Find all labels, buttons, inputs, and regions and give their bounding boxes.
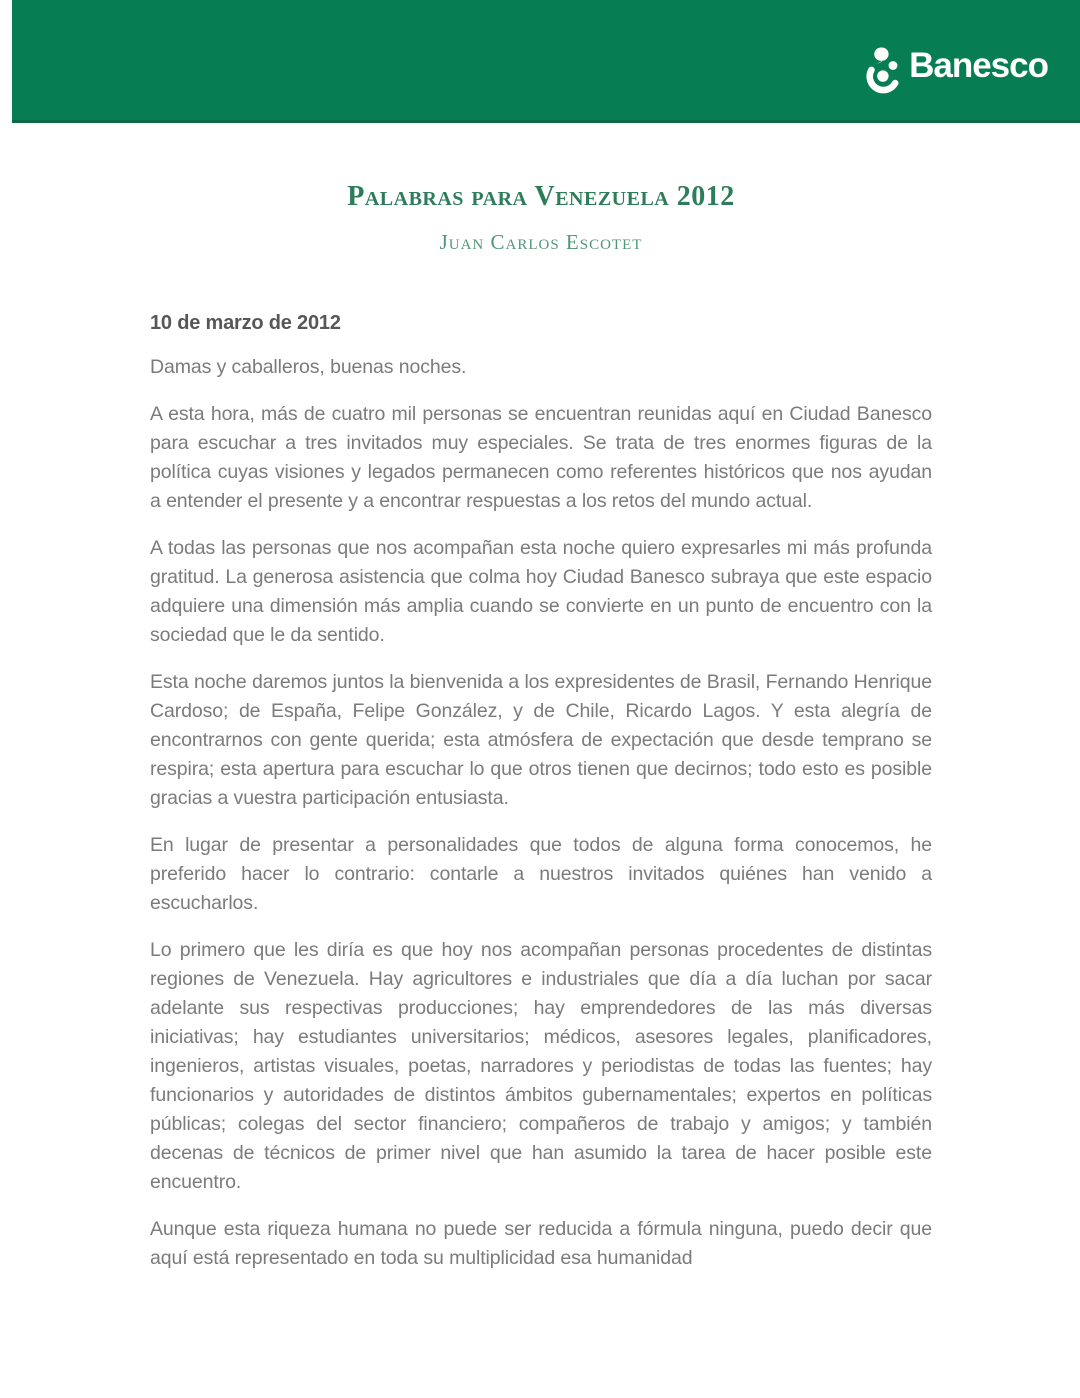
paragraph-2: A todas las personas que nos acompañan esta noche quiero expresarles mi más profunda gratitud. La generosa asistencia que colma hoy Ciudad Banesco subraya que este espacio adquiere una dimensión más amplia cuando se convierte en un punto de encuentro con la sociedad que le da sentido. [150, 537, 932, 646]
paragraph-1: A esta hora, más de cuatro mil personas se encuentran reunidas aquí en Ciudad Banesco para escuchar a tres invitados muy especiales. Se trata de tres enormes figuras de la política cuyas visiones y legados permanecen como referentes históricos que nos ayudan a entender el presente y a encontrar respuestas a los retos del mundo actual. [150, 403, 932, 512]
paragraph-greeting: Damas y caballeros, buenas noches. [150, 356, 467, 378]
paragraph-6: Aunque esta riqueza humana no puede ser reducida a fórmula ninguna, puedo decir que aquí está representado en toda su multiplicidad esa humanidad [150, 1218, 932, 1269]
banesco-logo-icon [860, 44, 904, 94]
banesco-logo [860, 42, 1048, 94]
document-date: 10 de marzo de 2012 [150, 312, 341, 334]
paragraph-3: Esta noche daremos juntos la bienvenida a los expresidentes de Brasil, Fernando Henrique Cardoso; de España, Felipe González, y de Chile, Ricardo Lagos. Y esta alegría de encontrarnos con gente querida; esta atmósfera de expectación que desde temprano se respira; esta apertura para escuchar lo que otros tienen que decirnos; todo esto es posible gracias a vuestra participación entusiasta. [150, 671, 932, 809]
paragraph-4: En lugar de presentar a personalidades que todos de alguna forma conocemos, he preferido hacer lo contrario: contarle a nuestros invitados quiénes han venido a escucharlos. [150, 834, 932, 914]
page-title: Palabras para Venezuela 2012 [347, 181, 735, 212]
document-content [0, 123, 1080, 1273]
document-author: Juan Carlos Escotet [439, 230, 643, 254]
banesco-logo-text: Banesco [909, 46, 1048, 85]
paragraph-5: Lo primero que les diría es que hoy nos acompañan personas procedentes de distintas regiones de Venezuela. Hay agricultores e industriales que día a día luchan por sacar adelante sus respectivas producciones; hay emprendedores de las más diversas iniciativas; hay estudiantes universitarios; médicos, asesores legales, planificadores, ingenieros, artistas visuales, poetas, narradores y periodistas de todas las fuentes; hay funcionarios y autoridades de distintos ámbitos gubernamentales; expertos en políticas públicas; colegas del sector financiero; compañeros de trabajo y amigos; y también decenas de técnicos de primer nivel que han asumido la tarea de hacer posible este encuentro. [150, 939, 932, 1193]
header-band [12, 0, 1080, 123]
